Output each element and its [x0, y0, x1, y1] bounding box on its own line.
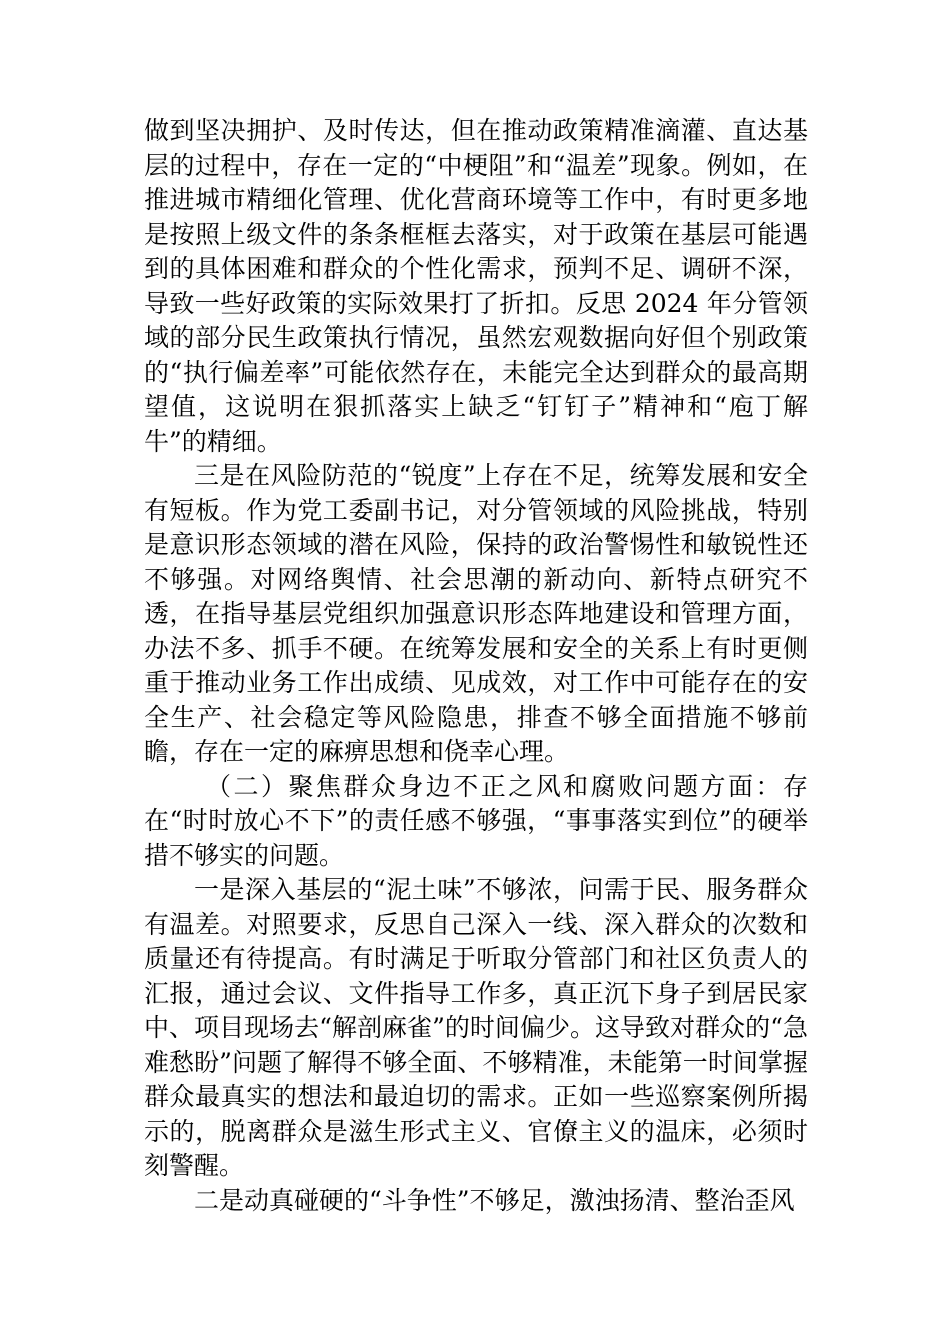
paragraph-struggle: 二是动真碰硬的“斗争性”不够足，激浊扬清、整治歪风	[194, 1185, 795, 1215]
paragraph-risk-prevention: 三是在风险防范的“锐度”上存在不足，统筹发展和安全有短板。作为党工委副书记，对分管领域的风险挑战，特别是意识形态领域的潜在风险，保持的政治警惕性和敏锐性还不够强。对网络舆情、社会思潮的新动向、新特点研究不透，在指导基层党组织加强意识形态阵地建设和管理方面，办法不多、抓手不硬。在统筹发展和安全的关系上有时更侧重于推动业务工作出成绩、见成效，对工作中可能存在的安全生产、社会稳定等风险隐患，排查不够全面措施不够前瞻，存在一定的麻痹思想和侥幸心理。	[144, 461, 808, 766]
document-body	[144, 114, 808, 1218]
paragraph-grassroots: 一是深入基层的“泥土味”不够浓，问需于民、服务群众有温差。对照要求，反思自己深入一线、深入群众的次数和质量还有待提高。有时满足于听取分管部门和社区负责人的汇报，通过会议、文件指导工作多，真正沉下身子到居民家中、项目现场去“解剖麻雀”的时间偏少。这导致对群众的“急难愁盼”问题了解得不够全面、不够精准，未能第一时间掌握群众最真实的想法和最迫切的需求。正如一些巡察案例所揭示的，脱离群众是滋生形式主义、官僚主义的温床，必须时刻警醒。	[144, 875, 808, 1180]
section-heading-two: （二）聚焦群众身边不正之风和腐败问题方面：存在“时时放心不下”的责任感不够强，“事事落实到位”的硬举措不够实的问题。	[144, 771, 808, 870]
paragraph-policy-implementation: 做到坚决拥护、及时传达，但在推动政策精准滴灌、直达基层的过程中，存在一定的“中梗阻”和“温差”现象。例如，在推进城市精细化管理、优化营商环境等工作中，有时更多地是按照上级文件的条条框框去落实，对于政策在基层可能遇到的具体困难和群众的个性化需求，预判不足、调研不深，导致一些好政策的实际效果打了折扣。反思 2024 年分管领域的部分民生政策执行情况，虽然宏观数据向好但个别政策的“执行偏差率”可能依然存在，未能完全达到群众的最高期望值，这说明在狠抓落实上缺乏“钉钉子”精神和“庖丁解牛”的精细。	[144, 116, 808, 456]
